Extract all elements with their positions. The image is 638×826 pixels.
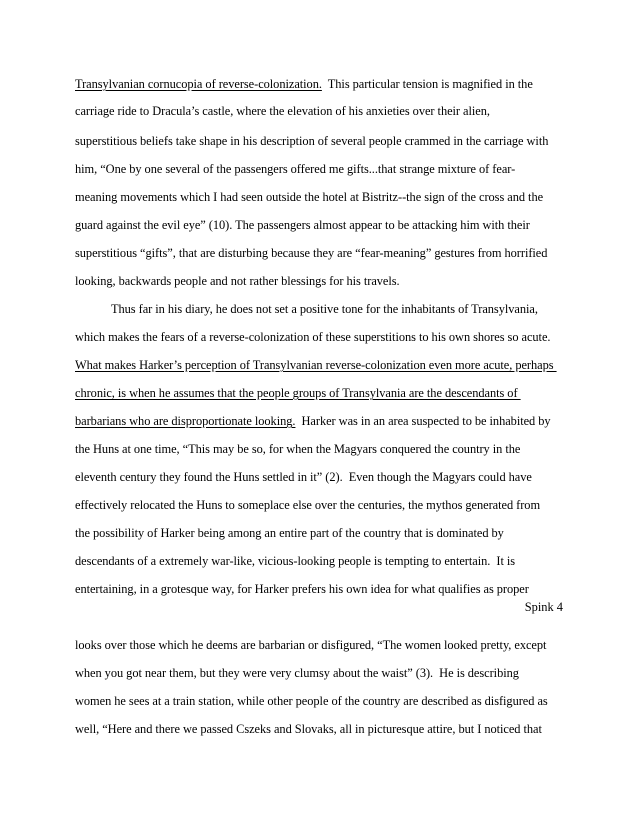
text-line: effectively relocated the Huns to someplace else over the centuries, the mythos generated from xyxy=(75,498,541,512)
text-line: looking, backwards people and not rather blessings for his travels. xyxy=(75,274,400,288)
text-segment: Harker was in an area suspected to be inhabited by xyxy=(295,414,551,428)
text-line: which makes the fears of a reverse-colonization of these superstitions to his own shores so acute. xyxy=(75,330,551,344)
text-line: entertaining, in a grotesque way, for Harker prefers his own idea for what qualifies as proper xyxy=(75,582,529,596)
text-line: guard against the evil eye” (10). The passengers almost appear to be attacking him with their xyxy=(75,218,530,232)
paragraph-first-line: Thus far in his diary, he does not set a positive tone for the inhabitants of Transylvania, xyxy=(111,302,538,316)
text-line: when you got near them, but they were very clumsy about the waist” (3). He is describing xyxy=(75,666,519,680)
text-line: superstitious beliefs take shape in his description of several people crammed in the carriage with xyxy=(75,134,549,148)
underlined-phrase: Transylvanian cornucopia of reverse-colonization. xyxy=(75,77,322,91)
underlined-phrase: barbarians who are disproportionate looking. xyxy=(75,414,296,428)
text-line xyxy=(75,413,575,429)
text-line: him, “One by one several of the passengers offered me gifts...that strange mixture of fear- xyxy=(75,162,516,176)
text-line: women he sees at a train station, while other people of the country are described as disfigured as xyxy=(75,694,548,708)
text-line: superstitious “gifts”, that are disturbing because they are “fear-meaning” gestures from horrified xyxy=(75,246,548,260)
text-line: meaning movements which I had seen outside the hotel at Bistritz--the sign of the cross and the xyxy=(75,190,544,204)
text-line: well, “Here and there we passed Cszeks and Slovaks, all in picturesque attire, but I noticed that xyxy=(75,722,542,736)
text-line: the possibility of Harker being among an entire part of the country that is dominated by xyxy=(75,526,504,540)
running-header: Spink 4 xyxy=(524,600,563,614)
text-line: looks over those which he deems are barbarian or disfigured, “The women looked pretty, except xyxy=(75,638,547,652)
text-segment: This particular tension is magnified in the xyxy=(321,77,533,91)
text-line: descendants of a extremely war-like, vicious-looking people is tempting to entertain. It is xyxy=(75,554,516,568)
text-line: the Huns at one time, “This may be so, for when the Magyars conquered the country in the xyxy=(75,442,521,456)
underlined-line: What makes Harker’s perception of Transylvanian reverse-colonization even more acute, perhaps xyxy=(75,358,557,372)
text-line: eleventh century they found the Huns settled in it” (2). Even though the Magyars could have xyxy=(75,470,532,484)
underlined-line: chronic, is when he assumes that the people groups of Transylvania are the descendants of xyxy=(75,386,521,400)
text-line xyxy=(75,76,575,92)
text-line: carriage ride to Dracula’s castle, where the elevation of his anxieties over their alien, xyxy=(75,104,490,118)
